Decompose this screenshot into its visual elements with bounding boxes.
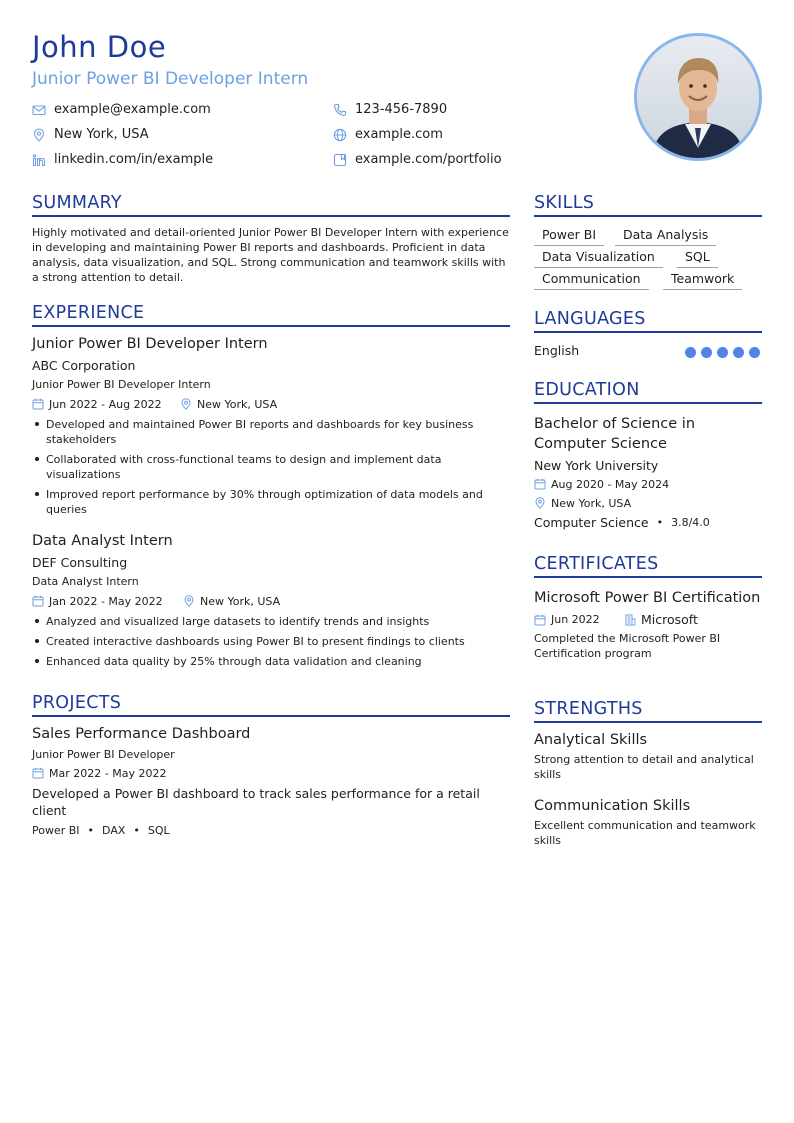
education-heading: EDUCATION: [534, 380, 762, 404]
experience-location: New York, USA: [180, 396, 277, 412]
experience-bullet: Improved report performance by 30% through optimization of data models and queries: [46, 487, 510, 517]
phone-text: 123-456-7890: [355, 102, 448, 117]
separator-dot: •: [656, 516, 664, 529]
skills-heading: SKILLS: [534, 193, 762, 217]
experience-dates: Jun 2022 - Aug 2022: [32, 396, 180, 412]
location-pin-icon: [180, 398, 192, 410]
proficiency-dot: [717, 347, 728, 358]
candidate-name: John Doe: [32, 30, 167, 64]
contact-phone[interactable]: [333, 102, 447, 117]
project-tech: SQL: [147, 824, 170, 837]
contact-email[interactable]: [32, 102, 211, 117]
separator-dot: •: [87, 824, 95, 837]
strength-title: Analytical Skills: [534, 732, 648, 748]
experience-title: Junior Power BI Developer Intern: [32, 336, 268, 352]
strengths-heading: STRENGTHS: [534, 699, 762, 723]
linkedin-icon: [32, 153, 46, 167]
portfolio-icon: [333, 153, 347, 167]
summary-heading: SUMMARY: [32, 193, 510, 217]
project-tech: DAX: [102, 824, 126, 837]
globe-icon: [333, 128, 347, 142]
certificate-item: [534, 588, 762, 661]
skill-tag: SQL: [677, 249, 718, 268]
job-title: Junior Power BI Developer Intern: [32, 69, 309, 89]
building-icon: [624, 614, 636, 626]
contact-linkedin[interactable]: [32, 152, 213, 167]
calendar-icon: [32, 398, 44, 410]
certificate-date: Jun 2022: [534, 613, 624, 626]
phone-icon: [333, 103, 347, 117]
experience-bullet: Collaborated with cross-functional teams to design and implement data visualizations: [46, 452, 510, 482]
languages-heading: LANGUAGES: [534, 309, 762, 333]
proficiency-dot: [749, 347, 760, 358]
education-dates: Aug 2020 - May 2024: [534, 476, 762, 492]
experience-bullet: Developed and maintained Power BI reports and dashboards for key business stakeholders: [46, 417, 510, 447]
education-field: Computer Science: [534, 515, 649, 530]
strength-item: [534, 798, 762, 848]
education-school: New York University: [534, 458, 659, 473]
location-pin-icon: [534, 497, 546, 509]
email-text: example@example.com: [54, 102, 211, 117]
website-text: example.com: [355, 127, 443, 142]
calendar-icon: [32, 595, 44, 607]
certificate-description: Completed the Microsoft Power BI Certification program: [534, 632, 721, 660]
contact-website[interactable]: [333, 127, 443, 142]
language-name: English: [534, 343, 580, 358]
strength-text: Excellent communication and teamwork skills: [534, 819, 756, 847]
mail-icon: [32, 103, 46, 117]
certificate-issuer: Microsoft: [624, 612, 698, 627]
experience-bullet: Analyzed and visualized large datasets to identify trends and insights: [46, 614, 510, 629]
portfolio-text: example.com/portfolio: [355, 152, 502, 167]
experience-location: New York, USA: [183, 593, 280, 609]
skill-tag: Communication: [534, 271, 649, 290]
contact-portfolio[interactable]: [333, 152, 502, 167]
project-tech: Power BI: [32, 824, 80, 837]
projects-heading: PROJECTS: [32, 693, 510, 717]
strength-text: Strong attention to detail and analytical skills: [534, 753, 754, 781]
project-item: [32, 726, 510, 838]
experience-item: [32, 336, 510, 522]
education-gpa: 3.8/4.0: [671, 516, 710, 529]
skill-tag: Power BI: [534, 227, 604, 246]
experience-heading: EXPERIENCE: [32, 303, 510, 327]
strength-title: Communication Skills: [534, 798, 691, 814]
experience-dates: Jan 2022 - May 2022: [32, 593, 183, 609]
language-level: [685, 347, 765, 359]
experience-bullet: Enhanced data quality by 25% through data validation and cleaning: [46, 654, 510, 669]
calendar-icon: [534, 478, 546, 490]
certificate-name: Microsoft Power BI Certification: [534, 590, 761, 606]
experience-item: [32, 533, 510, 674]
calendar-icon: [534, 614, 546, 626]
experience-title: Data Analyst Intern: [32, 533, 173, 549]
proficiency-dot: [733, 347, 744, 358]
project-tech-list: [32, 823, 510, 838]
strength-item: [534, 732, 762, 782]
skill-tag: Data Analysis: [615, 227, 716, 246]
project-title: Sales Performance Dashboard: [32, 726, 251, 742]
skill-tag: Data Visualization: [534, 249, 663, 268]
experience-company: DEF Consulting: [32, 555, 128, 570]
project-role: Junior Power BI Developer: [32, 748, 175, 761]
proficiency-dot: [685, 347, 696, 358]
experience-role: Data Analyst Intern: [32, 575, 139, 588]
location-text: New York, USA: [54, 127, 149, 142]
contact-location: [32, 127, 149, 142]
calendar-icon: [32, 767, 44, 779]
linkedin-text: linkedin.com/in/example: [54, 152, 214, 167]
location-pin-icon: [183, 595, 195, 607]
experience-role: Junior Power BI Developer Intern: [32, 378, 211, 391]
experience-bullet: Created interactive dashboards using Power BI to present findings to clients: [46, 634, 510, 649]
skill-tag: Teamwork: [663, 271, 742, 290]
education-item: [534, 414, 762, 530]
experience-company: ABC Corporation: [32, 358, 136, 373]
education-location: New York, USA: [534, 495, 762, 511]
certificates-heading: CERTIFICATES: [534, 554, 762, 578]
project-description: Developed a Power BI dashboard to track sales performance for a retail client: [32, 786, 480, 818]
education-degree: Bachelor of Science in Computer Science: [534, 416, 696, 452]
location-pin-icon: [32, 128, 46, 142]
profile-photo: [634, 33, 762, 161]
project-dates: Mar 2022 - May 2022: [32, 765, 510, 781]
separator-dot: •: [133, 824, 140, 837]
summary-text: Highly motivated and detail-oriented Junior Power BI Developer Intern with experience in developing and maintaining Power BI reports and dashboards. Proficient in data analysis, data visualization, and SQL. Strong communication and teamwork skills with a strong attention to detail.: [32, 226, 509, 284]
proficiency-dot: [701, 347, 712, 358]
